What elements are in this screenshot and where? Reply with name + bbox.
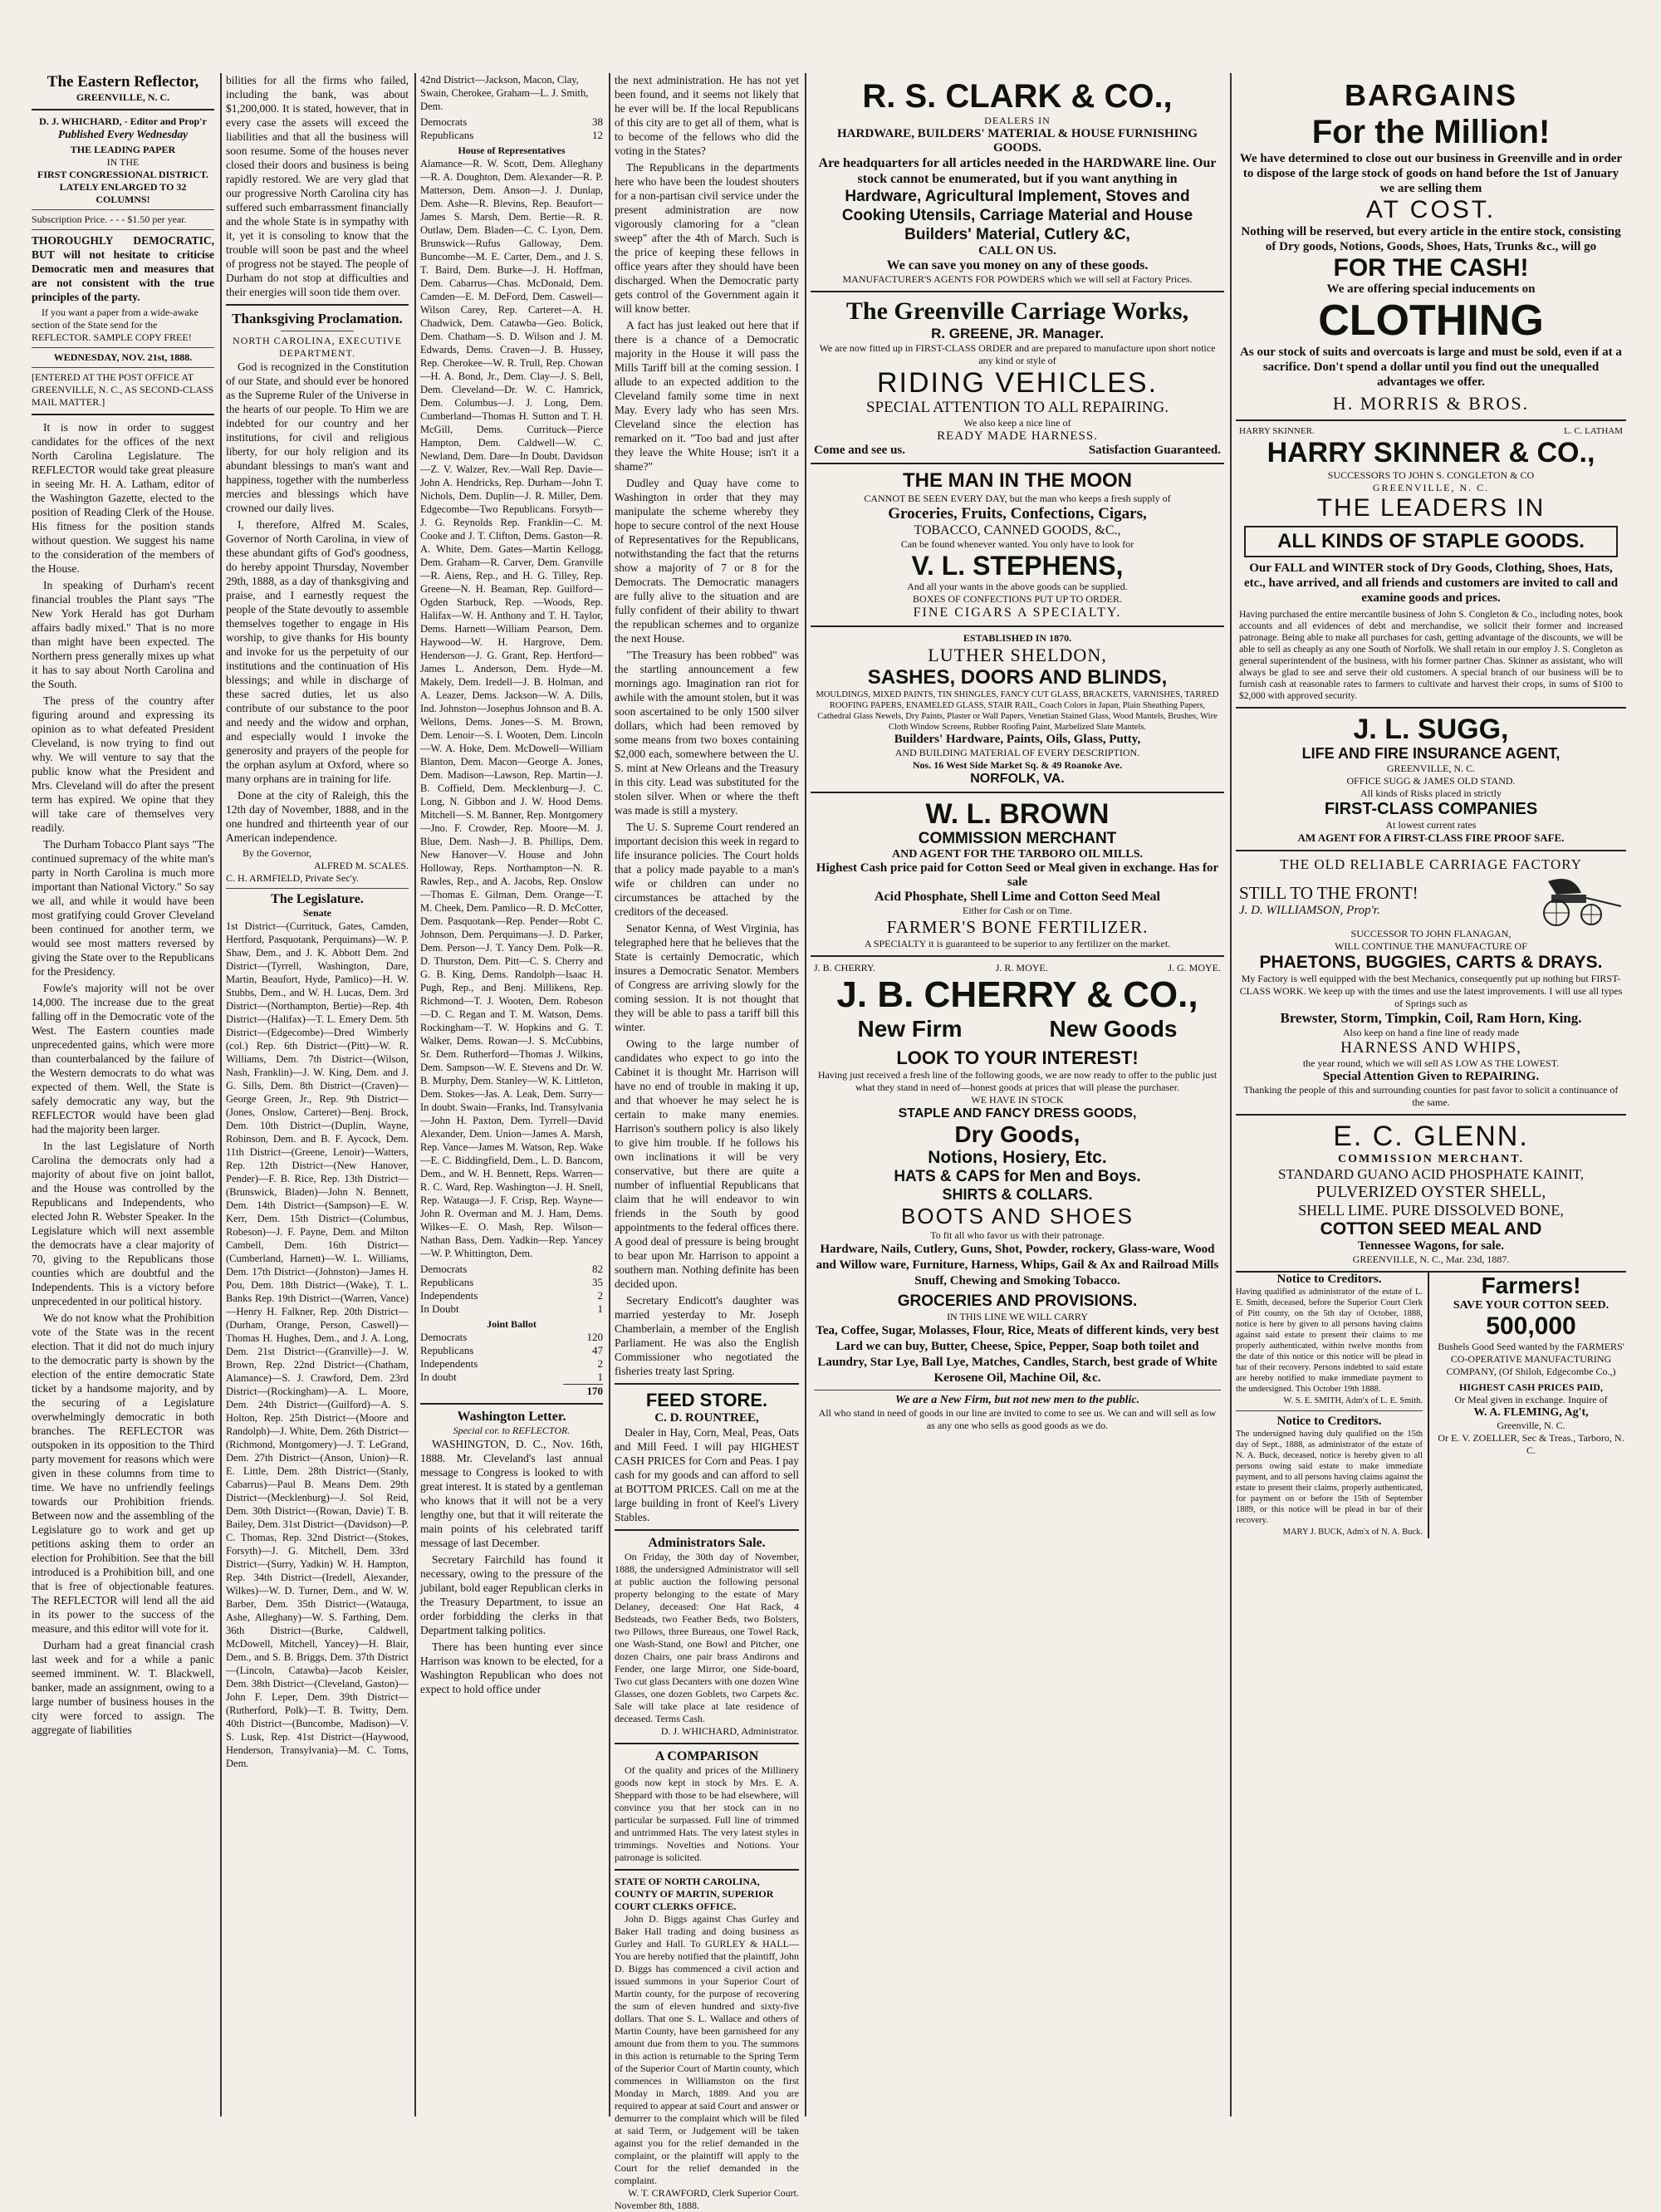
farmers-body: Bushels Good Seed wanted by the FARMERS' CO-OPERATIVE MANUFACTURING COMPANY, (Of Shiloh, Edgecombe Co.,) — [1438, 1341, 1624, 1377]
column-4 — [615, 73, 799, 2211]
factory-repair: Special Attention Given to REPAIRING. — [1322, 1070, 1540, 1083]
cherry-inline: IN THIS LINE WE WILL CARRY — [947, 1311, 1088, 1322]
skinner-body-1: Our FALL and WINTER stock of Dry Goods, Clothing, Shoes, Hats, etc., have arrived, and all friends and customers are invited to call and examine goods and prices. — [1243, 562, 1619, 605]
notice-1-sig: W. S. E. SMITH, Adm'x of L. E. Smith. — [1283, 1396, 1423, 1405]
party-label: Independents — [420, 1357, 478, 1370]
skinner-successors: SUCCESSORS TO JOHN S. CONGLETON & CO — [1327, 469, 1535, 481]
bargains-body: We have determined to close out our business in Greenville and in order to dispose of the large stock of goods on hand before the 1st of January we are selling them — [1239, 152, 1623, 195]
clark-line-1: HARDWARE, BUILDERS' MATERIAL & HOUSE FURNISHING GOODS. — [837, 127, 1198, 154]
letter-paragraph: Senator Kenna, of West Virginia, has telegraphed here that he believes that the State is certainly Democratic, which insures a Democratic Senator. Members of Congress are arriving slowly for the coming session. It is not thought that they will be able to pass a tariff bill this winter. — [615, 922, 799, 1033]
sugg-agent: AM AGENT FOR A FIRST-CLASS FIRE PROOF SAFE. — [1297, 831, 1565, 844]
proclamation-paragraph: Done at the city of Raleigh, this the 12th day of November, 1888, and in the one hundred and thirteenth year of our American independence. — [226, 789, 409, 844]
carriage-works-vehicles: RIDING VEHICLES. — [876, 367, 1159, 399]
notice-2-body: The undersigned having duly qualified on the 15th day of Sept., 1888, as administrator of the estate of N. A. Buck, deceased, notice is hereby given to all persons owing said estate to make immediate payment, and to all persons having claims against the estate to present their claims, properly authenticated, for payment on or before the 15th of September 1889, or this notice will be plead in bar of their recovery. — [1236, 1430, 1423, 1525]
party-count: 47 — [592, 1344, 603, 1356]
leaders-title: THE LEADERS IN — [1316, 494, 1546, 522]
editorial-paragraph: In speaking of Durham's recent financial troubles the Plant says "The New York Herald has got Durham affairs badly mixed." That is no more than might have been expected. The Northern press generally mixes up what it has to say about North Carolina and the South. — [32, 579, 214, 690]
glenn-line-3: SHELL LIME. PURE DISSOLVED BONE, — [1298, 1202, 1564, 1219]
sheldon-address: Nos. 16 West Side Market Sq. & 49 Roanoke Ave. — [912, 759, 1123, 771]
letter-paragraph: A fact has just leaked out here that if there is a chance of a Democratic majority in the House it will pass the Mills Tariff bill at the coming session. I allude to an expected addition to the Cleveland family some time in next May. Every lady who has seen Mrs. Cleveland since the election has remarked on it. "Too bad and just after they leave the White House; isn't it a shame?" — [615, 319, 799, 473]
letter-paragraph: Dudley and Quay have come to Washington in order that they may manipulate the scheme whereby they hope to secure control of the next House of Representatives for the Republicans, notwithstanding the fact that the returns show a majority of 7 or 8 for the Democrats. The Democratic managers are fully alive to the situation and are fully confident of their ability to thwart the republican schemes and to organize the next House. — [615, 477, 799, 645]
party-count: 82 — [592, 1263, 603, 1275]
party-label: Independents — [420, 1289, 478, 1302]
glenn-line-1: STANDARD GUANO ACID PHOSPHATE KAINIT, — [1277, 1166, 1585, 1182]
sugg-ad — [1236, 709, 1626, 851]
letter-paragraph: WASHINGTON, D. C., Nov. 16th, 1888. Mr. Cleveland's last annual message to Congress is looked to with great interest. It is stated by a gentleman who knows that it will not be a very lengthy one, but that it will reiterate the main points of his celebrated tariff message of last December. — [420, 1438, 603, 1549]
sugg-city: GREENVILLE, N. C. — [1386, 763, 1476, 774]
editorial-paragraph: Durham had a great financial crash last week and for a while a panic seemed imminent. W. T. Blackwell, banker, made an assignment, owing to a large number of business houses in the city were forced to assign. The aggregate of liabilities — [32, 1639, 214, 1736]
editorial-paragraph: Fowle's majority will not be over 14,000. The increase due to the great falling off in the Democratic vote of the West. The Eastern counties made unprecedented gains, which were more than counterbalanced by the failure of the Western democrats to do what was expected of them. Well, the State is safely democratic any way, but the REFLECTOR would have been glad had the majority been larger. — [32, 982, 214, 1135]
column-1 — [32, 73, 214, 2116]
proclamation-head: NORTH CAROLINA, EXECUTIVE DEPARTMENT. — [233, 335, 402, 359]
farmers-agent: W. A. FLEMING, Ag't, — [1473, 1406, 1589, 1419]
letter-paragraph: "The Treasury has been robbed" was the startling announcement a few mornings ago. Imagination ran riot for awhile with the amount stolen, but it was soon ascertained to be only 1500 silver dollars, which had been removed by some means from two boxes containing $2,000 each, somewhere between the U. S. mint at New Orleans and the Treasury in this city. Lead was substituted for the stolen silver. When or where the theft was made is still a mystery. — [615, 649, 799, 817]
issue-date: WEDNESDAY, NOV. 21st, 1888. — [53, 351, 193, 363]
washington-letter-sub: Special cor. to REFLECTOR. — [453, 1425, 571, 1436]
washington-letter-cont — [615, 73, 799, 1378]
cherry-tail-1: We are a New Firm, but not new men to the public. — [894, 1394, 1140, 1406]
clark-name: R. S. CLARK & CO., — [862, 78, 1173, 115]
court-notice-date: November 8th, 1888. — [615, 2200, 699, 2211]
legislature-title: The Legislature. — [271, 892, 364, 906]
factory-harness: HARNESS AND WHIPS, — [1340, 1039, 1521, 1057]
skinner-partner: HARRY SKINNER. — [1239, 426, 1315, 436]
sheldon-building: AND BUILDING MATERIAL OF EVERY DESCRIPTION. — [894, 747, 1140, 758]
joint-ballot-totals — [420, 1331, 603, 1398]
factory-successor: SUCCESSOR TO JOHN FLANAGAN, — [1350, 928, 1512, 939]
court-notice-body: John D. Biggs against Chas Gurley and Baker Hall trading and doing business as Gurley and Hall. To GURLEY & HALL—You are hereby notified that the plaintiff, John D. Biggs has commenced a civil action and issued summons in your Superior Court of Martin county, for the purpose of recovering the sum of eleven hundred and sixty-five dollars. That one S. L. Wallace and others of Martin County, have been garnisheed for any amount due from them to you. The summons in this action is returnable to the Spring Term of the Superior Court of Martin county, which commences in Williamston on the first Monday in March, 1889. And you are required to appear at said Court and answer or demurrer to the complaint which will be filed at said Term, or Judgement will be taken against you for the relief demanded in the complaint, or the plaintiff will apply to the Court for the relief demanded in the complaint. — [615, 1913, 799, 2186]
comparison-title: A COMPARISON — [654, 1749, 759, 1763]
sheldon-big: SASHES, DOORS AND BLINDS, — [867, 666, 1168, 689]
for-the-cash: FOR THE CASH! — [1333, 254, 1529, 282]
cherry-fit: To fit all who favor us with their patronage. — [930, 1229, 1105, 1241]
cherry-ad — [811, 957, 1224, 1437]
cherry-name: J. B. CHERRY & CO., — [836, 974, 1198, 1015]
senate-list: 1st District—(Currituck, Gates, Camden, Hertford, Pasquotank, Perquimans)—W. P. Shaw, Dem., and J. K. Abbott Dem. 2nd District—(Tyrrell, Washington, Dare, Martin, Beaufort, Hyde, Pamlico)—H. W. Stubbs, Dem., and W. H. Lucas, Dem. 3rd District—(Northampton, Bertie)—Rep. 4th District—(Halifax)—T. L. Emery Dem. 5th District—(Edgecombe)—Dred Wimberly (col.) Rep. 6th District—(Pitt)—W. R. Williams, Dem. 7th District—(Wilson, Nash, Franklin)—J. W. King, Dem. and J. G. Sills, Dem. 8th District—(Craven)—George Green, Jr., Rep. 9th District—(Jones, Onslow, Carteret)—Benj. Brock, Dem. 10th District—(Duplin, Wayne, Robinson, Dem. and B. F. Aycock, Dem. 11th District—(Greene, Lenoir)—Watters, Rep. 12th District—(New Hanover, Pender)—F. B. Rice, Rep. 13th District—(Brunswick, Bladen)—John N. Bennett, Dem. 14th District—(Sampson)—E. W. Kerr, Dem. 15th District—(Columbus, Robeson)—J. F. Payne, Dem. and Milton Cambell, Dem. 16th District—(Cumberland, Harnett)—W. L. Williams, Dem. 17th District—(Johnston)—James H. Pou, Dem. 18th District—(Wake), T. L. Banks Rep. 19th District—(Warren, Vance)—Henry H. Falkner, Rep. 20th District—(Durham, Orange, Person, Caswell)—Thomas H. Hughes, Dem., and J. A. Long, Dem. 21st District—(Granville)—J. W. Brown, Rep. 22nd District—(Chatham, Alamance)—S. J. Crawford, Dem. 23rd District—(Rockingham)—A. L. Moore, Dem. 24th District—(Guilford)—A. S. Holton, Rep. 25th District—(Moore and Randolph)—J. White, Dem. 26th District—(Richmond, Montgomery)—J. T. LeGrand, Dem. 27th District—(Anson, Union)—R. E. Little, Dem. 28th District—(Stanly, Cabarrus)—Paul B. Means Dem. 29th District—(Mecklenburg)—J. Sol Reid, Dem. 30th District—(Rowan, Davie) T. B. Bailey, Dem. 31st District—(Davidson)—P. C. Thomas, Rep. 32nd District—(Stokes, Forsyth)—J. G. Mitchell, Dem. 33rd District—(Surry, Yadkin) W. H. Hampton, Rep. 34th District—(Iredell, Alexander, Wilkes)—W. D. Turner, Dem., and W. W. Barber, Dem. 35th District—(Watauga, Ashe, Alleghany)—W. S. Farthing, Dem. 36th District—(Burke, Caldwell, McDowell, Mitchell, Yancey)—H. Blair, Dem., and S. B. Briggs, Dem. 37th District—(Lincoln, Catawba)—Jacob Keisler, Dem. 38th District—(Cleveland, Gaston)—John F. Leper, Dem. 39th District—(Rutherford, Polk)—T. B. Twitty, Dem. 40th District—(Buncombe, Madison)—V. S. Lusk, Rep. 41st District—(Haywood, Henderson, Transylvania)—M. C. Toms, Dem. — [226, 920, 409, 1769]
clark-ad — [811, 73, 1224, 292]
bargains-title: BARGAINS — [1344, 78, 1517, 112]
moon-boxes: BOXES OF CONFECTIONS PUT UP TO ORDER. — [913, 593, 1122, 605]
glenn-line-2: PULVERIZED OYSTER SHELL, — [1316, 1183, 1546, 1201]
brown-ad — [811, 793, 1224, 957]
editorial-paragraph: We do not know what the Prohibition vote of the State was in the recent election. That it did not do much injury to the democratic party is shown by the election of the entire democratic State ticket by a handsome majority, and by the securing of a Legislature overwhelmingly democratic in both branches. The REFLECTOR was outspoken in its opposition to the Third party movement for reasons which were given in these columns from time to time. We have no unfriendly feelings towards our Prohibition friends. Between now and the assembling of the Legislature go to work and get up petitions asking them to order an election for Prohibition. See that the bill introduced is a Prohibition bill, and one that is free of objectionable features. The REFLECTOR will lend all the aid in its power to the success of the measure, and this editor will vote for it. — [32, 1312, 214, 1635]
moon-goods: Groceries, Fruits, Confections, Cigars, — [888, 505, 1147, 522]
clark-line-2: Are headquarters for all articles needed in the HARDWARE line. Our stock cannot be enumerated, but if you want anything in — [818, 156, 1217, 186]
moon-sub: CANNOT BE SEEN EVERY DAY, but the man who keeps a fresh supply of — [864, 493, 1171, 504]
moon-found: Can be found whenever wanted. You only have to look for — [900, 538, 1134, 550]
carriage-works-ad — [811, 292, 1224, 464]
clark-line-3: Hardware, Agricultural Implement, Stoves and Cooking Utensils, Carriage Material and House Builders' Material, Cutlery &C, — [841, 188, 1193, 243]
sugg-name: J. L. SUGG, — [1353, 714, 1509, 745]
senate-heading: Senate — [303, 907, 331, 919]
carriage-works-repair: SPECIAL ATTENTION TO ALL REPAIRING. — [865, 399, 1169, 416]
masthead-editor: D. J. WHICHARD, - Editor and Prop'r — [39, 115, 207, 127]
factory-year: the year round, which we will sell AS LOW AS THE LOWEST. — [1302, 1057, 1560, 1069]
stephens-ad — [811, 464, 1224, 627]
party-label: Republicans — [420, 1344, 474, 1356]
cherry-partner: J. B. CHERRY. — [814, 962, 876, 974]
brown-acid: Acid Phosphate, Shell Lime and Cotton Seed Meal — [874, 890, 1160, 904]
column-rule — [220, 73, 222, 2116]
party-count: 35 — [592, 1276, 603, 1288]
party-count: 120 — [586, 1331, 603, 1343]
editorial-column — [32, 420, 214, 1737]
cherry-new-firm: New Firm — [857, 1016, 963, 1042]
masthead-leading-1: THE LEADING PAPER — [70, 144, 176, 155]
sheldon-established: ESTABLISHED IN 1870. — [963, 632, 1072, 644]
skinner-name: HARRY SKINNER & CO., — [1267, 437, 1595, 468]
farmers-save: SAVE YOUR COTTON SEED. — [1453, 1299, 1610, 1312]
entered-notice: [ENTERED AT THE POST OFFICE AT GREENVILLE, N. C., AS SECOND-CLASS MAIL MATTER.] — [32, 371, 214, 408]
cherry-dry-goods: Dry Goods, — [954, 1121, 1080, 1147]
masthead-title: The Eastern Reflector, — [47, 73, 199, 91]
cherry-boots: BOOTS AND SHOES — [901, 1204, 1134, 1229]
farmers-highest: HIGHEST CASH PRICES PAID, — [1459, 1381, 1603, 1393]
sugg-risks: All kinds of Risks placed in strictly — [1360, 787, 1502, 799]
joint-total: 170 — [563, 1385, 603, 1399]
glenn-line-5: Tennessee Wagons, for sale. — [1358, 1239, 1504, 1253]
court-notice-sig: W. T. CRAWFORD, Clerk Superior Court. — [628, 2187, 799, 2199]
house-totals — [420, 1263, 603, 1316]
newspaper-page — [32, 73, 1626, 2211]
proclamation-paragraph: I, therefore, Alfred M. Scales, Governor of North Carolina, in view of these abundant gifts of God's goodness, do hereby appoint Thursday, November 29th, 1888, as a day of thanksgiving and praise, and I earnestly request the people of the State devoutly to assemble themselves together to engage in His worship, to give thanks for His bounty and invoke for us the perpetuity of our institutions and the continuation of His blessings; and while in discharge of these sacred duties, let us also contribute of our substance to the poor and needy and the widow and orphan, and especially would I invoke the generosity and prayers of the people for the orphan asylum at Oxford, where so many orphans are in training for life. — [226, 518, 409, 785]
proclamation-paragraph: God is recognized in the Constitution of our State, and should ever be honored as the Supreme Ruler of the Universe in the hearts of our people. To Him we are indebted for our country and her institutions, for civil and religious liberty, for our holy religion and its abundant blessings to man's want and happiness, together with the numberless mercies and blessings which have crowned our daily lives. — [226, 360, 409, 514]
sugg-office: OFFICE SUGG & JAMES OLD STAND. — [1346, 775, 1516, 787]
party-label: Republicans — [420, 1276, 474, 1288]
cherry-hardware: Hardware, Nails, Cutlery, Guns, Shot, Powder, rockery, Glass-ware, Wood and Willow ware, Furniture, Harness, Whips, Gail & Ax and Railroad Mills Snuff, Chewing and Smoking Tobacco. — [816, 1243, 1219, 1287]
feed-store-name: C. D. ROUNTREE, — [654, 1411, 759, 1425]
cherry-body: Having just received a fresh line of the following goods, we are now ready to offer to the public just what they stand in need of—honest goods at prices that will please the purchaser. — [817, 1069, 1218, 1093]
cherry-partner: J. G. MOYE. — [1168, 962, 1221, 974]
factory-front: STILL TO THE FRONT! — [1239, 883, 1418, 903]
proclamation-signature: ALFRED M. SCALES. — [313, 860, 409, 871]
party-count: 1 — [597, 1302, 603, 1315]
cherry-partner: J. R. MOYE. — [995, 962, 1048, 974]
moon-goods-2: TOBACCO, CANNED GOODS, &C., — [914, 523, 1121, 537]
durham-article: bilities for all the firms who failed, including the bank, was about $1,200,000. It is stated, however, that in every case the assets will exceed the liabilities and that all the business will soon resume. Some of the houses never closed their doors and business is being rapidly restored. We are very glad that our progressive North Carolina city has suffered such embarrassment financially and the whole State is in sympathy with it, yet it is consoling to know that the trouble will soon be past and the wheel of progress not be stayed. The people of Durham do not stop at difficulties and their energies will soon tide them over. — [226, 74, 409, 298]
proclamation-secretary: C. H. ARMFIELD, Private Sec'y. — [226, 872, 360, 884]
notice-1-body: Having qualified as administrator of the estate of L. E. Smith, deceased, before the Superior Court Clerk of Pitt county, on the 5th day of October, 1888, notice is here by given to all persons having claims against said estate to present their claims to me properly authenticated, within twelve months from the date of this notice or this notice will be plead in bar of their recovery. Persons indebted to said estate are hereby notified to make immediate payment to the undersigned. This October 19th 1888. — [1236, 1287, 1423, 1394]
williamson-ad — [1236, 851, 1626, 1116]
glenn-title: COMMISSION MERCHANT. — [1337, 1153, 1525, 1165]
clark-agents: MANUFACTURER'S AGENTS FOR POWDERS which we will sell at Factory Prices. — [842, 273, 1193, 285]
at-cost: AT COST. — [1365, 196, 1497, 223]
brown-name: W. L. BROWN — [925, 798, 1110, 830]
comparison-body: Of the quality and prices of the Millinery goods now kept in stock by Mrs. E. A. Sheppard with those to be had elsewhere, will convince you that her stock can in no particular be surpassed. Full line of trimmed and untrimmed Hats. The very latest styles in trimmings. Novelties and Notions. Your patronage is solicited. — [615, 1764, 799, 1863]
masthead-sample: If you want a paper from a wide-awake section of the State send for the REFLECTOR. SAMPLE COPY FREE! — [32, 307, 198, 343]
letter-paragraph: the next administration. He has not yet been found, and it seems not likely that he ever will be. If the local Republicans of this city are to get all of them, what is to become of the fellows who did the voting in the States? — [615, 74, 799, 157]
masthead-published: Published Every Wednesday — [57, 128, 189, 140]
million-title: For the Million! — [1311, 114, 1551, 150]
column-2 — [226, 73, 409, 2116]
skinner-ad — [1236, 421, 1626, 709]
sugg-title: LIFE AND FIRE INSURANCE AGENT, — [1301, 745, 1561, 762]
moon-tail: And all your wants in the above goods can be supplied. — [907, 581, 1128, 592]
carriage-works-harness: READY MADE HARNESS. — [937, 429, 1098, 443]
letter-paragraph: Owing to the large number of candidates who expect to go into the Cabinet it is thought Mr. Harrison will have no end of trouble in making it up, and that whoever he may select he is certain to make many enemies. Harrison's southern policy is also likely to give him trouble. If he follows his own inclinations it will be very conservative, but there are quite a number of influential Republicans that claim that he will endeavor to win friends in the South by good appointments to the federal offices there. A good deal of pressure is being brought to bear upon Mr. Harrison to appoint a southern man. Nothing definite has been decided upon. — [615, 1037, 799, 1290]
administrators-sale-body: On Friday, the 30th day of November, 1888, the undersigned Administrator will sell at public auction the following personal property belonging to the estate of Mary Delaney, deceased: One Hat Rack, 4 Bedsteads, two Feather Beds, two Bolsters, two Pillows, three Bureaus, one Towel Rack, one Wash-Stand, one Bowl and Pitcher, one dozen Chairs, one pair brass Andirons and Fender, one large Mirror, one Side-board, Two cut glass Decanters with one dozen Wine Glasses, one dozen Goblets, two Carpets &c. Sale will take place at late residence of deceased. Terms Cash. — [615, 1551, 799, 1724]
farmers-city: Greenville, N. C. — [1497, 1420, 1565, 1431]
editorial-paragraph: In the last Legislature of North Carolina the democrats only had a majority of about five on joint ballot, and the House was controlled by the Republicans and Independents, who elected John R. Webster Speaker. In the Legislature which will next assemble the democrats have a clear majority of 70, giving to the Republicans those counties which are doubtful and the Independents. This is a victory before unprecedented in our political history. — [32, 1140, 214, 1307]
cherry-hats: HATS & CAPS for Men and Boys. — [894, 1168, 1141, 1185]
letter-paragraph: Secretary Fairchild has found it necessary, owing to the pressure of the jubilant, bold eager Republican clerks in the Treasury Department, to issue an order forbidding the clerks in that Department talking politics. — [420, 1553, 603, 1636]
cherry-shirts: SHIRTS & COLLARS. — [942, 1186, 1093, 1203]
cherry-staple: STAPLE AND FANCY DRESS GOODS, — [898, 1106, 1137, 1121]
party-label: Democrats — [420, 115, 468, 128]
party-label: Democrats — [420, 1263, 468, 1275]
court-notice-head: STATE OF NORTH CAROLINA, COUNTY OF MARTIN, SUPERIOR COURT CLERKS OFFICE. — [615, 1876, 774, 1912]
editorial-paragraph: The Durham Tobacco Plant says "The continued supremacy of the white man's party in North Carolina is much more important than National Victory." So say we all, and while it would have been most gratifying could Grover Cleveland been continued for another term, we would see most matters reversed by giving the State over to the Republicans for the Presidency. — [32, 838, 214, 978]
glenn-date: GREENVILLE, N. C., Mar. 23d, 1887. — [1352, 1253, 1510, 1265]
joint-ballot-heading: Joint Ballot — [487, 1318, 537, 1330]
column-rule — [1230, 73, 1232, 2116]
moon-title: THE MAN IN THE MOON — [903, 469, 1132, 492]
masthead-subscription: Subscription Price. - - - $1.50 per year. — [32, 213, 187, 225]
party-count: 1 — [597, 1371, 603, 1383]
party-label: Democrats — [420, 1331, 468, 1343]
carriage-works-satisfaction: Satisfaction Guaranteed. — [1088, 444, 1221, 457]
factory-also: Also keep on hand a fine line of ready made — [1342, 1027, 1520, 1038]
proclamation-body — [226, 360, 409, 845]
buggy-icon — [1523, 873, 1623, 928]
cherry-stock: WE HAVE IN STOCK — [971, 1094, 1064, 1106]
brown-title: COMMISSION MERCHANT — [918, 830, 1117, 847]
clothing-body: As our stock of suits and overcoats is large and must be sold, even if at a sacrifice. Don't spend a dollar until you find out the unequalled advantages we offer. — [1240, 346, 1622, 389]
masthead-enlarged: LATELY ENLARGED TO 32 COLUMNS! — [59, 181, 187, 205]
creditor-notices — [1236, 1273, 1429, 1538]
masthead-leading-2: IN THE — [106, 156, 140, 168]
stephens-name: V. L. STEPHENS, — [911, 551, 1124, 581]
skinner-body-2: Having purchased the entire mercantile business of John S. Congleton & Co., including notes, book accounts and all evidences of debt and merchandise, we solicit their former and increased patronage. Being able to make all purchases for cash, getting advantage of the discounts, we will be able to sell as cheaply as any one South of Norfolk. We shall retain in our employ J. S. Congleton as general superintendent of the business, with his former partner Chas. Skinner as assistant, who will always be glad to see and serve their old customers. A special branch of our business will be to furnish cash at reasonable rates to farmers to cultivate and harvest their crops, in sums of $100 to $2,000 with approved security. — [1239, 610, 1623, 701]
farmers-ad — [1429, 1273, 1626, 1538]
notice-2-title: Notice to Creditors. — [1276, 1415, 1382, 1428]
party-count: 2 — [597, 1289, 603, 1302]
factory-title: THE OLD RELIABLE CARRIAGE FACTORY — [1280, 856, 1582, 872]
clark-dealers: DEALERS IN — [984, 115, 1051, 126]
cherry-groceries-body: Tea, Coffee, Sugar, Molasses, Flour, Rice, Meats of different kinds, very best Lard we can buy, Butter, Cheese, Spice, Pepper, Soap both toilet and Laundry, Star Lye, Ball Lye, Matches, Candles, Starch, best grade of White Kerosene Oil, Machine Oil, &c. — [816, 1324, 1219, 1385]
sheldon-body: MOULDINGS, MIXED PAINTS, TIN SHINGLES, FANCY CUT GLASS, BRACKETS, VARNISHES, TARRED ROOFING PAPERS, ENAMELED GLASS, STAIR RAIL, Coach Colors in Japan, Plain Sheathing Papers, Cathedral Glass Newels, Dry Paints, Plaster or Wall Papers, Venetian Stained Glass, Wood Mantels, Brushes, Wire Cloth Window Screens, Rubber Roofing Paint, Marbelized Slate Mantels. — [816, 690, 1219, 732]
column-rule — [805, 73, 806, 2116]
administrators-sale-title: Administrators Sale. — [648, 1536, 766, 1550]
column-6 — [1236, 73, 1626, 2116]
brown-body: Highest Cash price paid for Cotton Seed or Meal given in exchange. Has for sale — [816, 861, 1219, 889]
administrators-sale-sig: D. J. WHICHARD, Administrator. — [660, 1725, 799, 1737]
factory-manufacture: WILL CONTINUE THE MANUFACTURE OF — [1335, 940, 1527, 952]
letter-paragraph: The U. S. Supreme Court rendered an important decision this week in regard to life insurance policies. The Court holds that a policy made payable to a man's wife or children can under no circumstances be attached by the creditors of the deceased. — [615, 821, 799, 918]
masthead-place: GREENVILLE, N. C. — [76, 91, 170, 103]
skinner-partner: L. C. LATHAM — [1564, 426, 1623, 436]
staple-goods: ALL KINDS OF STAPLE GOODS. — [1244, 526, 1618, 557]
clark-save: We can save you money on any of these goods. — [886, 258, 1149, 272]
carriage-works-body: We are now fitted up in FIRST-CLASS ORDER and are prepared to manufacture upon short notice any kind or style of — [819, 342, 1216, 366]
glenn-name: E. C. GLENN. — [1333, 1121, 1529, 1152]
cherry-look: LOOK TO YOUR INTEREST! — [896, 1047, 1139, 1068]
farmers-secretary: Or E. V. ZOELLER, Sec & Treas., Tarboro, N. C. — [1438, 1432, 1624, 1456]
party-label: In doubt — [420, 1371, 457, 1384]
senate-totals — [420, 115, 603, 142]
factory-proprietor: J. D. WILLIAMSON, Prop'r. — [1239, 904, 1380, 917]
party-count: 38 — [592, 115, 603, 128]
farmers-meal: Or Meal given in exchange. Inquire of — [1454, 1394, 1608, 1405]
proclamation-title: Thanksgiving Proclamation. — [232, 311, 403, 326]
house-heading: House of Representatives — [458, 145, 566, 156]
morris-ad — [1236, 73, 1626, 421]
sugg-first-class: FIRST-CLASS COMPANIES — [1324, 800, 1538, 818]
notices-and-farmers — [1236, 1273, 1626, 1538]
column-rule — [609, 73, 610, 2116]
house-list: Alamance—R. W. Scott, Dem. Alleghany—R. A. Doughton, Dem. Alexander—R. P. Matterson, Dem. Anson—J. J. Dunlap, Dem. Ashe—R. Blevins, Rep. Beaufort—James S. Marsh, Dem. Bertie—R. R. Outlaw, Dem. Bladen—C. C. Lyon, Dem. Brunswick—Rufus Galloway, Dem. Buncombe—M. E. Carter, Dem., and J. S. T. Baird, Dem. Burke—J. H. Hoffman, Dem. Cabarrus—Chas. McDonald, Dem. Camden—E. M. DeFord, Dem. Caswell—Wilson Carey, Rep. Carteret—A. H. Chadwick, Dem. Catawba—Geo. Bolick, Dem. Chatham—S. D. Wilson and J. M. Edwards, Dems. Craven—J. B. Hussey, Rep. Cherokee—W. R. Trull, Rep. Chowan—H. A. Bond, Jr., Dem. Clay—J. S. Bell, Dem. Cleveland—Dr. W. C. Hamrick, Dem. Columbus—J. J. Long, Dem. Cumberland—Thomas H. Sutton and T. H. McGill, Dems. Currituck—Pierce Hampton, Dem. Caldwell—W. C. Newland, Dem. Dare—In Doubt. Davidson—Z. V. Walzer, Rev.—Wall Rep. Davie—John A. Hendricks, Rep. Durham—John T. Nichols, Dem. Duplin—J. R. Miller, Dem. Edgecombe—Two Republicans. Forsyth—J. G. Reynolds Rep. Franklin—C. M. Cooke and J. T. Clifton, Dems. Gaston—R. A. White, Dem. Gates—Martin Kellogg, Dem. Graham—R. Carver, Dem. Granville—R. Aiens, Rep., and H. G. Tilley, Rep. Greene—N. H. Beaman, Rep. Guilford—Ogden Starbuck, Rep. —Woods, Rep. Halifax—W. H. Anthony and T. H. Taylor, Dems. Harnett—William Pearson, Dem. Haywood—W. H. Hargrove, Dem. Henderson—J. G. Grant, Rep. Hertford—James L. Anderson, Dem. Hyde—M. Makely, Dem. Iredell—J. B. Holman, and A. Leazer, Dems. Jackson—W. A. Dills, Ind. Johnston—Josephus Johnson and B. A. Wellons, Dems. Jones—S. M. Brown, Dem. Lenoir—S. I. Wooten, Dem. Lincoln—W. A. Hoke, Dem. McDowell—William Blanton, Dem. Macon—George A. Jones, Dem. Madison—Lawson, Rep. Martin—J. B. Coffield, Dem. Mecklenburg—J. C. Long, N. Gibbon and J. W. Hood Dems. Mitchell—S. M. Banner, Rep. Montgomery—Jno. F. Crowder, Rep. Moore—M. J. Blue, Dem. Nash—J. B. Phillips, Dem. New Hanover—V. House and John Holloway, Reps. Northampton—N. R. Rawles, Rep., and A. Jacobs, Rep. Onslow—Thomas E. Gilman, Dem. Orange—T. M. Cheek, Dem. Pamlico—R. D. McCotter, Dem. Pasquotank—Rep. Pender—Robt C. Johnson, Dem. Perquimans—J. D. Parker, Dem. Person—J. T. Yancy Dem. Polk—R. D. Thurston, Dem. Pitt—C. S. Cherry and G. B. King, Dems. Randolph—Isaac H. Pugh, Rep., and Benj. Millikens, Rep. Richmond—T. J. Wooten, Dem. Robeson—D. C. Regan and T. M. Watson, Dems. Rockingham—T. W. Hopkins and G. T. Walker, Dems. Rowan—J. S. McCubbins, Sr. Dem. Rutherford—Thomas J. Wilkins, Dem. Sampson—W. E. Stevens and Dr. W. B. Murphy, Dem. Stanley—W. K. Littleton, Dem. Stokes—Jas. A. Leak, Dem. Surry—In doubt. Swain—Franks, Ind. Transylvania—John H. Paxton, Dem. Tyrrell—David Alexander, Dem. Union—James A. Marsh, Rep. Vance—James M. Watson, Rep. Wake—E. C. Biddingfield, Dem., L. D. Bancom, Dem., and W. H. Bennett, Reps. Warren—R. C. Ward, Rep. Washington—J. H. Snell, Rep. Watauga—J. F. Crisp, Rep. Wayne—John R. Overman and M. J. Ham, Dems. Wilkes—E. O. Mash, Rep. Wilson—Nathan Bass, Dem. Yadkin—Rep. Yancey—W. P. Whittington, Dem. — [420, 158, 603, 1259]
washington-letter-title: Washington Letter. — [457, 1410, 566, 1424]
sheldon-name: LUTHER SHELDON, — [928, 645, 1107, 665]
cherry-tail-2: All who stand in need of goods in our line are invited to come to see us. We can and will sell as low as any one who sells as good goods as we do. — [818, 1407, 1217, 1431]
clothing-title: CLOTHING — [1318, 297, 1544, 345]
cherry-notions: Notions, Hosiery, Etc. — [928, 1148, 1107, 1167]
factory-items: PHAETONS, BUGGIES, CARTS & DRAYS. — [1259, 953, 1603, 972]
farmers-number: 500,000 — [1486, 1312, 1576, 1340]
masthead-democratic: THOROUGHLY DEMOCRATIC, BUT will not hesitate to criticise Democratic men and measures that are not consistent with the true principles of the party. — [32, 234, 214, 303]
brown-specialty: A SPECIALTY it is guaranteed to be superior to any fertilizer on the market. — [864, 938, 1171, 949]
carriage-works-also: We also keep a nice line of — [963, 417, 1071, 429]
skinner-city: GREENVILLE, N. C. — [1372, 482, 1490, 493]
sheldon-hardware: Builders' Hardware, Paints, Oils, Glass, Putty, — [894, 733, 1141, 746]
brown-either: Either for Cash or on Time. — [963, 905, 1072, 916]
factory-body: My Factory is well equipped with the best Mechanics, consequently put up nothing but FIRST-CLASS WORK. We keep up with the times and use the latest improvements. I will use all types of Springs such as — [1239, 973, 1623, 1009]
editorial-paragraph: It is now in order to suggest candidates for the offices of the next North Carolina Legislature. The REFLECTOR would take great pleasure in seeing Mr. H. A. Latham, editor of the Washington Gazette, elected to the position of Reading Clerk of the House. His fitness for the position stands without question. We suggest his name to the consideration of the members of the House. — [32, 421, 214, 575]
letter-paragraph: There has been hunting ever since Harrison was known to be elected, for a Washington Republican who does not expect to hold office under — [420, 1641, 603, 1695]
party-label: Republicans — [420, 129, 474, 141]
reserved-text: Nothing will be reserved, but every article in the entire stock, consisting of Dry goods, Notions, Goods, Shoes, Hats, Trunks &c., will go — [1241, 225, 1621, 253]
glenn-line-4: COTTON SEED MEAL AND — [1320, 1219, 1542, 1238]
carriage-works-manager: R. GREENE, JR. Manager. — [931, 326, 1104, 341]
column-5 — [811, 73, 1224, 2116]
editorial-paragraph: The press of the country after figuring around and expressing its opinion as to what defeated President Cleveland, is now trying to find out why. We will venture to say that the public know what the President and Mrs. Cleveland will do after the present term has expired. We opine that they will take care of themselves very readily. — [32, 694, 214, 834]
notice-2-sig: MARY J. BUCK, Adm'x of N. A. Buck. — [1282, 1528, 1423, 1537]
brown-agent: AND AGENT FOR THE TARBORO OIL MILLS. — [892, 848, 1143, 861]
cherry-groceries: GROCERIES AND PROVISIONS. — [897, 1292, 1138, 1310]
column-rule — [414, 73, 416, 2116]
glenn-ad — [1236, 1116, 1626, 1273]
moon-cigars: FINE CIGARS A SPECIALTY. — [913, 606, 1122, 620]
cherry-new-goods: New Goods — [1049, 1016, 1178, 1042]
factory-springs: Brewster, Storm, Timpkin, Coil, Ram Horn, King. — [1280, 1010, 1582, 1026]
letter-paragraph: The Republicans in the departments here who have been the loudest shouters for a non-partisan civil service under the present administration are now vigorously clamoring for a "clean sweep" after the 4th of March. Such is the price of keeping these fellows in office years after they should have been discharged. When the Democratic party gets control of the Government again it will know better. — [615, 161, 799, 315]
party-count: 2 — [597, 1357, 603, 1370]
washington-letter-body — [420, 1437, 603, 1696]
brown-farmer: FARMER'S BONE FERTILIZER. — [886, 917, 1149, 937]
masthead-leading-3: FIRST CONGRESSIONAL DISTRICT. — [37, 169, 208, 180]
factory-thanks: Thanking the people of this and surrounding counties for past favor to solicit a continuance of the same. — [1243, 1084, 1619, 1108]
farmers-title: Farmers! — [1481, 1273, 1581, 1298]
sheldon-ad — [811, 627, 1224, 793]
clark-call: CALL ON US. — [978, 244, 1056, 257]
notice-1-title: Notice to Creditors. — [1276, 1273, 1382, 1286]
morris-name: H. MORRIS & BROS. — [1332, 393, 1530, 414]
column-3 — [420, 73, 603, 2116]
letter-paragraph: Secretary Endicott's daughter was married yesterday to Mr. Joseph Chamberlain, a member of the English Parliament. He was also the English Commissioner who negotiated the fisheries treaty last Spring. — [615, 1294, 799, 1377]
sugg-rates: At lowest current rates — [1385, 819, 1477, 831]
feed-store-body: Dealer in Hay, Corn, Meal, Peas, Oats and Mill Feed. I will pay HIGHEST CASH PRICES for Corn and Peas. I pay cash for my goods and can afford to sell at BOTTOM PRICES. Call on me at the large building in front of Keel's Livery Stables. — [615, 1426, 799, 1523]
carriage-works-come: Come and see us. — [814, 444, 906, 457]
proclamation-by: By the Governor, — [243, 847, 312, 859]
inducements: We are offering special inducements on — [1326, 282, 1536, 296]
carriage-works-title: The Greenville Carriage Works, — [845, 297, 1189, 325]
sheldon-city: NORFOLK, VA. — [970, 772, 1065, 786]
party-count: 12 — [592, 129, 603, 141]
party-label: In Doubt — [420, 1302, 459, 1315]
feed-store-title: FEED STORE. — [645, 1390, 768, 1410]
senate-continued: 42nd District—Jackson, Macon, Clay, Swain, Cherokee, Graham—L. J. Smith, Dem. — [420, 74, 589, 112]
